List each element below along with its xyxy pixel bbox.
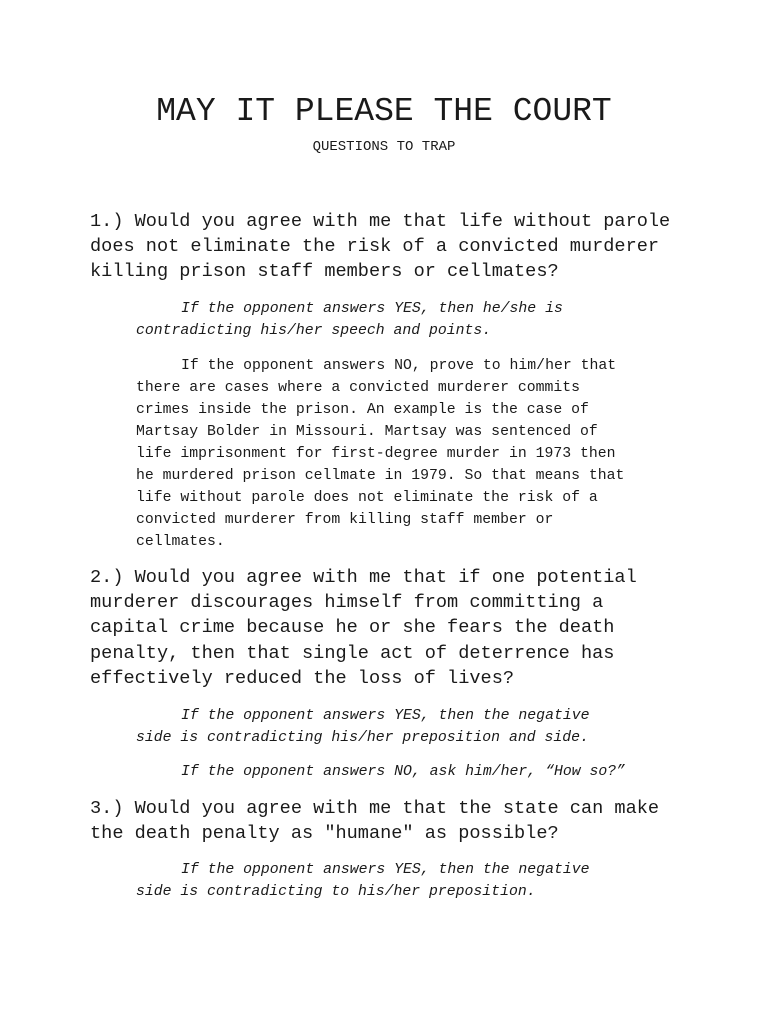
question-1-line: killing prison staff members or cellmates? (90, 261, 559, 283)
question-2-line: murderer discourages himself from committing a (90, 592, 604, 614)
answer-line: Martsay Bolder in Missouri. Martsay was sentenced of (136, 424, 598, 440)
answer-line: convicted murderer from killing staff member or (136, 512, 554, 528)
question-2-yes-answer (136, 705, 696, 749)
answer-line: crimes inside the prison. An example is the case of (136, 402, 589, 418)
question-1-line: does not eliminate the risk of a convicted murderer (90, 236, 660, 258)
question-2-line: penalty, then that single act of deterrence has (90, 642, 615, 664)
question-2-line: effectively reduced the loss of lives? (90, 667, 515, 689)
question-3-line: 3.) Would you agree with me that the state can make (90, 798, 660, 819)
question-2-no-answer (136, 761, 696, 783)
question-1-yes-answer (136, 298, 696, 342)
question-3 (90, 796, 690, 846)
answer-line: there are cases where a convicted murderer commits (136, 380, 580, 396)
answer-line: If the opponent answers NO, ask him/her, “How so?” (181, 764, 625, 780)
answer-line: If the opponent answers YES, then the negative (181, 862, 590, 878)
answer-line: side is contradicting to his/her preposition. (136, 884, 536, 900)
answer-line: If the opponent answers NO, prove to him/her that (181, 358, 617, 374)
answer-line: cellmates. (136, 534, 225, 550)
question-1-no-answer (136, 355, 696, 553)
answer-line: contradicting his/her speech and points. (136, 323, 492, 339)
answer-line: he murdered prison cellmate in 1979. So that means that (136, 468, 625, 484)
question-3-yes-answer (136, 859, 696, 903)
question-2-line: 2.) Would you agree with me that if one potential (90, 567, 637, 588)
question-2 (90, 565, 690, 691)
answer-line: life without parole does not eliminate the risk of a (136, 490, 598, 506)
question-3-line: the death penalty as "humane" as possible? (90, 823, 559, 845)
question-1-line: 1.) Would you agree with me that life without parole (90, 211, 671, 232)
answer-line: If the opponent answers YES, then the negative (181, 708, 590, 724)
answer-line: side is contradicting his/her preposition and side. (136, 730, 589, 746)
page-subtitle: QUESTIONS TO TRAP (312, 139, 456, 155)
question-1 (90, 209, 690, 285)
page-title: MAY IT PLEASE THE COURT (156, 93, 612, 130)
answer-line: If the opponent answers YES, then he/she is (181, 301, 563, 317)
answer-line: life imprisonment for first-degree murder in 1973 then (136, 446, 616, 462)
question-2-line: capital crime because he or she fears the death (90, 617, 615, 639)
